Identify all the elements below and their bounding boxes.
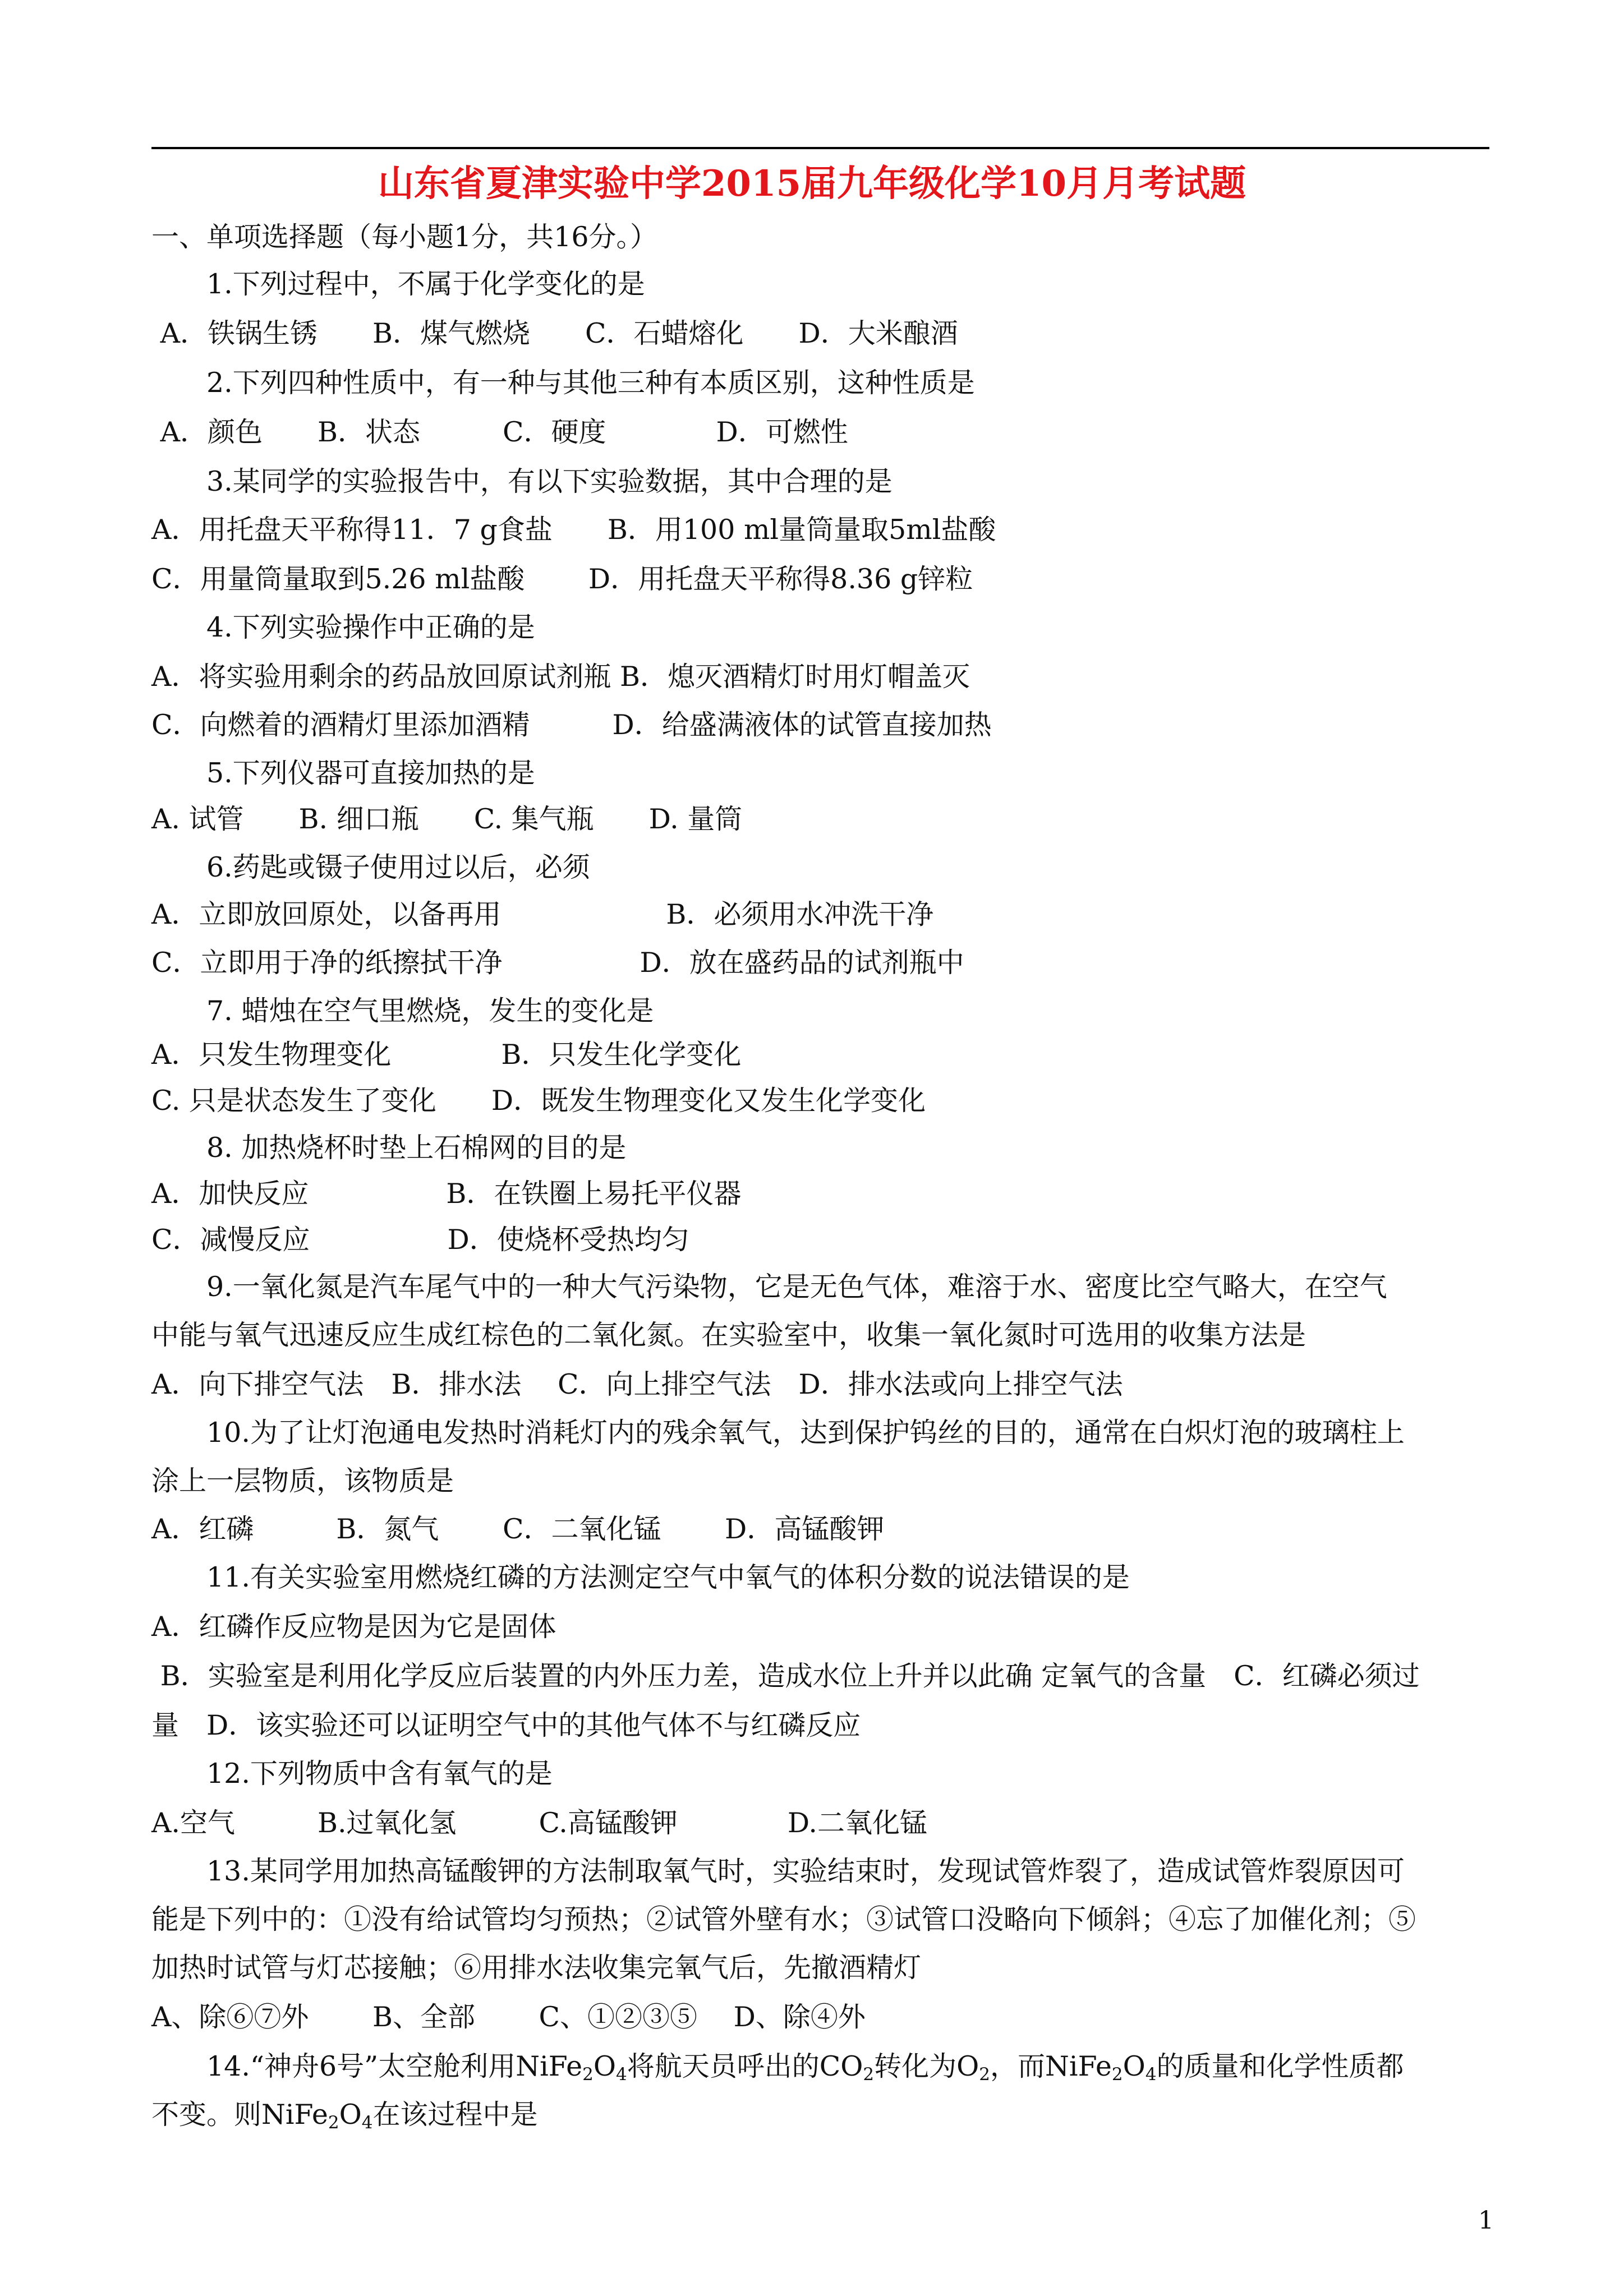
text-line: 8. 加热烧杯时垫上石棉网的目的是 [151,1132,627,1164]
text-line: 一、单项选择题（每小题1分，共16分。） [151,221,658,253]
text-line: 3.某同学的实验报告中，有以下实验数据，其中合理的是 [151,465,892,497]
text-line: 能是下列中的：①没有给试管均匀预热；②试管外壁有水；③试管口没略向下倾斜；④忘了加催化剂；⑤ [151,1903,1416,1935]
question-14-line-2: 不变。则$NiFe_2O_4$在该过程中是 [151,2099,538,2133]
text-line: A．只发生物理变化 B．只发生化学变化 [151,1039,742,1071]
text-line: 中能与氧气迅速反应生成红棕色的二氧化氮。在实验室中，收集一氧化氮时可选用的收集方法是 [151,1319,1306,1351]
text-line: A．向下排空气法 B．排水法 C．向上排空气法 D．排水法或向上排空气法 [151,1368,1123,1400]
text-line: C. 只是状态发生了变化 D．既发生物理变化又发生化学变化 [151,1085,926,1117]
text-line: A．红磷作反应物是因为它是固体 [151,1611,556,1643]
text-line: A．铁锅生锈 B．煤气燃烧 C．石蜡熔化 D．大米酿酒 [151,317,958,349]
text-line: 涂上一层物质，该物质是 [151,1465,454,1497]
text-line: 11.有关实验室用燃烧红磷的方法测定空气中氧气的体积分数的说法错误的是 [151,1561,1130,1593]
header-rule [151,147,1489,149]
text-line: 9.一氧化氮是汽车尾气中的一种大气污染物，它是无色气体，难溶于水、密度比空气略大，在空气 [151,1271,1387,1303]
text-line: A. 试管 B. 细口瓶 C. 集气瓶 D. 量筒 [151,803,743,835]
text-line: A．红磷 B．氮气 C．二氧化锰 D．高锰酸钾 [151,1513,885,1545]
question-14-line: 14.“神舟6号”太空舱利用$NiFe_2O_4$将航天员呼出的$CO_2$转化为$O_2$，而$NiFe_2O_4$的质量和化学性质都 [151,2050,1404,2085]
text-line: 13.某同学用加热高锰酸钾的方法制取氧气时，实验结束时，发现试管炸裂了，造成试管炸裂原因可 [151,1855,1405,1887]
text-line: A．加快反应 B．在铁圈上易托平仪器 [151,1178,742,1210]
text-line: B．实验室是利用化学反应后装置的内外压力差，造成水位上升并以此确 定氧气的含量 C．红磷必须过 [151,1660,1420,1692]
text-line: C．向燃着的酒精灯里添加酒精 D．给盛满液体的试管直接加热 [151,709,992,741]
text-line: A、除⑥⑦外 B、全部 C、①②③⑤ D、除④外 [151,2001,866,2033]
text-line: A．用托盘天平称得11．7 g食盐 B．用100 ml量筒量取5ml盐酸 [151,514,996,546]
text-line: C．立即用于净的纸擦拭干净 D．放在盛药品的试剂瓶中 [151,947,964,979]
page-number: 1 [1478,2206,1494,2235]
text-line: 7. 蜡烛在空气里燃烧，发生的变化是 [151,995,654,1027]
text-line: A．颜色 B．状态 C．硬度 D．可燃性 [151,416,848,448]
text-line: C．减慢反应 D．使烧杯受热均匀 [151,1224,689,1256]
text-line: 2.下列四种性质中，有一种与其他三种有本质区别，这种性质是 [151,367,975,399]
text-line: 1.下列过程中，不属于化学变化的是 [151,268,645,300]
text-line: 4.下列实验操作中正确的是 [151,611,535,643]
text-line: 12.下列物质中含有氧气的是 [151,1758,553,1790]
text-line: 5.下列仪器可直接加热的是 [151,757,535,789]
text-line: 10.为了让灯泡通电发热时消耗灯内的残余氧气，达到保护钨丝的目的，通常在白炽灯泡的玻璃柱上 [151,1417,1405,1449]
text-line: C．用量筒量取到5.26 ml盐酸 D．用托盘天平称得8.36 g锌粒 [151,563,973,595]
text-line: 量 D．该实验还可以证明空气中的其他气体不与红磷反应 [151,1709,861,1741]
document-title: 山东省夏津实验中学2015届九年级化学10月月考试题 [378,163,1246,205]
text-line: A.空气 B.过氧化氢 C.高锰酸钾 D.二氧化锰 [151,1807,927,1839]
text-line: 6.药匙或镊子使用过以后，必须 [151,851,590,883]
text-line: A．将实验用剩余的药品放回原试剂瓶 B．熄灭酒精灯时用灯帽盖灭 [151,661,970,693]
text-line: 加热时试管与灯芯接触；⑥用排水法收集完氧气后，先撤酒精灯 [151,1952,922,1984]
text-line: A．立即放回原处，以备再用 B．必须用水冲洗干净 [151,898,934,930]
